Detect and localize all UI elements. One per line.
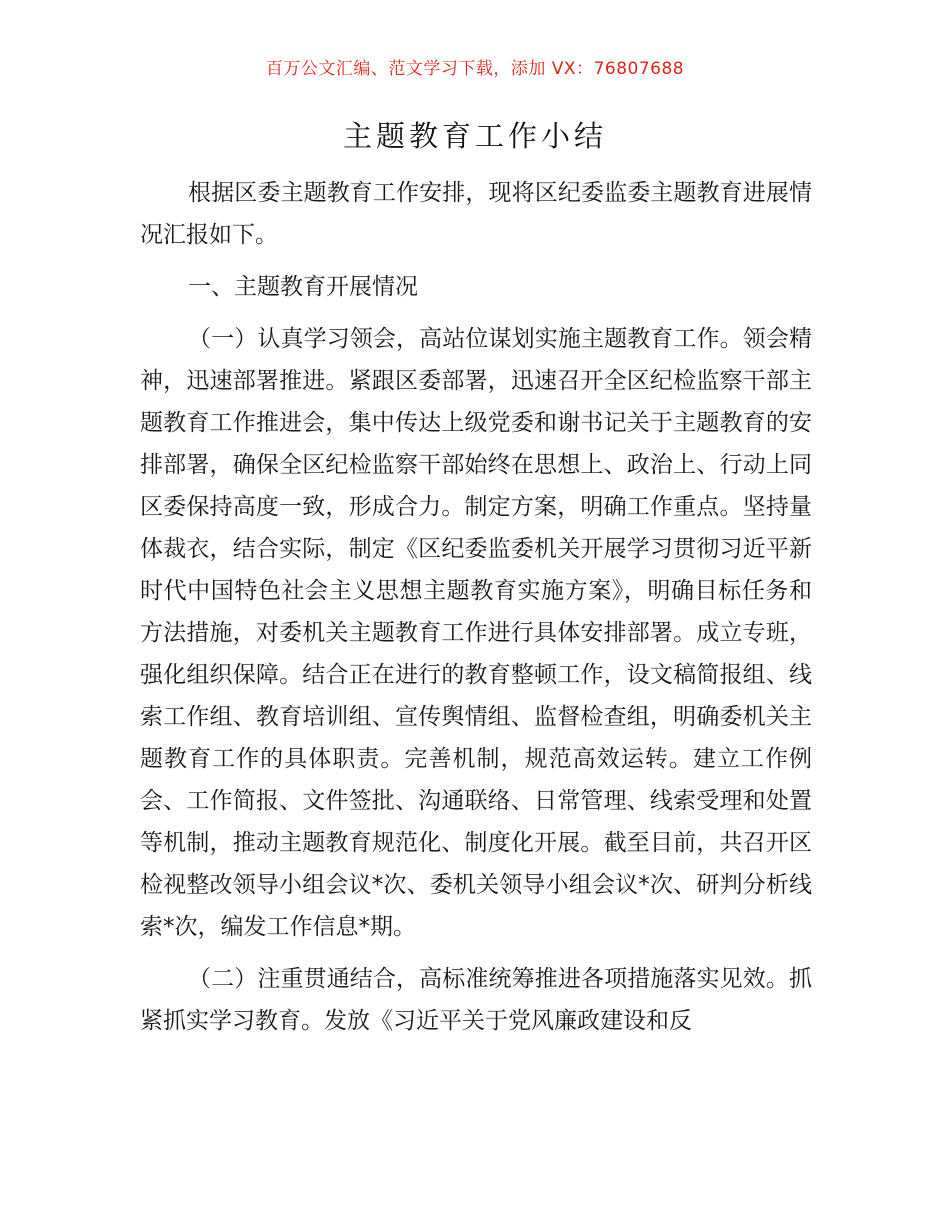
body-paragraph: （一）认真学习领会，高站位谋划实施主题教育工作。领会精神，迅速部署推进。紧跟区委部署，迅速召开全区纪检监察干部主题教育工作推进会，集中传达上级党委和谢书记关于主题教育的安排部署，确保全区纪检监察干部始终在思想上、政治上、行动上同区委保持高度一致，形成合力。制定方案，明确工作重点。坚持量体裁衣，结合实际，制定《区纪委监委机关开展学习贯彻习近平新时代中国特色社会主义思想主题教育实施方案》，明确目标任务和方法措施，对委机关主题教育工作进行具体安排部署。成立专班，强化组织保障。结合正在进行的教育整顿工作，设文稿简报组、线索工作组、教育培训组、宣传舆情组、监督检查组，明确委机关主题教育工作的具体职责。完善机制，规范高效运转。建立工作例会、工作简报、文件签批、沟通联络、日常管理、线索受理和处置等机制，推动主题教育规范化、制度化开展。截至目前，共召开区检视整改领导小组会议*次、委机关领导小组会议*次、研判分析线索*次，编发工作信息*期。 <box>140 326 812 940</box>
section-heading: 一、主题教育开展情况 <box>188 274 418 300</box>
header-note: 百万公文汇编、范文学习下载，添加 VX：76807688 <box>265 59 685 79</box>
document-title: 主题教育工作小结 <box>342 119 607 153</box>
document-body <box>140 172 812 1052</box>
body-paragraph: （二）注重贯通结合，高标准统筹推进各项措施落实见效。抓紧抓实学习教育。发放《习近平关于党风廉政建设和反 <box>140 966 812 1034</box>
intro-paragraph: 根据区委主题教育工作安排，现将区纪委监委主题教育进展情况汇报如下。 <box>140 180 812 248</box>
